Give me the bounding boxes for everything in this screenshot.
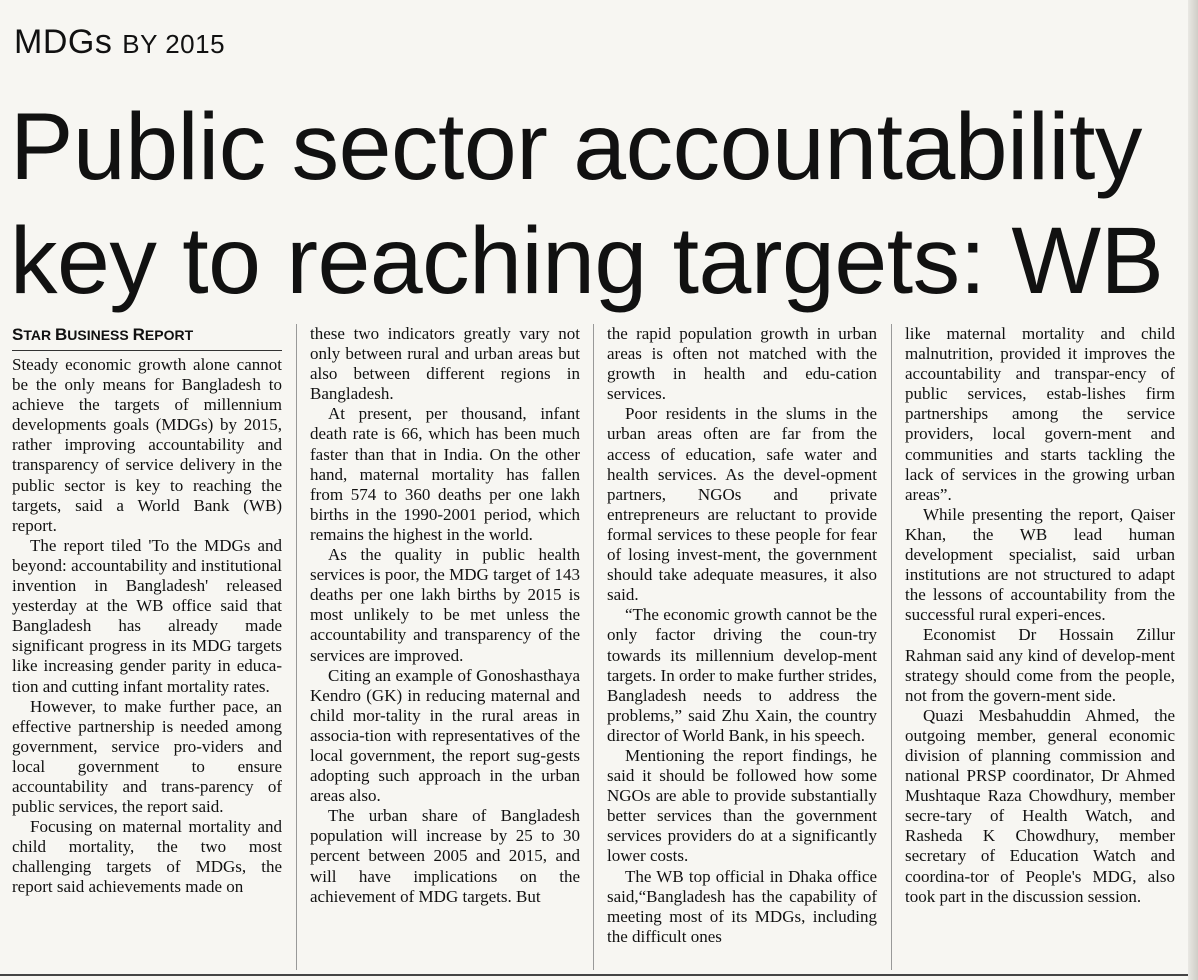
paragraph: Citing an example of Gonoshasthaya Kendro (GK) in reducing maternal and child mor-tality in the rural areas in associa-tion with representatives of the local government, the report sug-gests adopting such approach in the urban areas also. bbox=[310, 665, 580, 806]
paragraph: the rapid population growth in urban areas is often not matched with the growth in health and edu-cation services. bbox=[607, 324, 877, 404]
page-edge-shadow bbox=[1188, 0, 1198, 980]
headline: Public sector accountability key to reaching targets: WB bbox=[10, 94, 1164, 314]
paragraph: “The economic growth cannot be the only factor driving the coun-try towards its millennium develop-ment targets. In order to make further strides, Bangladesh needs to address the problems,” said Zhu Xain, the country director of World Bank, in his speech. bbox=[607, 605, 877, 745]
paragraph: Poor residents in the slums in the urban areas often are far from the access of education, safe water and health services. As the devel-opment partners, NGOs and private entrepreneurs are reluctant to provide formal services to these people for fear of losing invest-ment, the government should take adequate measures, it also said. bbox=[607, 404, 877, 605]
paragraph: The urban share of Bangladesh population will increase by 25 to 30 percent between 2005 and 2015, and will have implications on the achievement of MDG targets. But bbox=[310, 806, 580, 906]
kicker-main: MDGs bbox=[14, 23, 113, 61]
column-divider bbox=[593, 324, 594, 970]
column-2 bbox=[310, 324, 580, 970]
kicker-rest: BY 2015 bbox=[122, 29, 226, 59]
paragraph: Mentioning the report findings, he said it should be followed how some NGOs are able to provide substantially better services than the government services providers do at a significantly lower costs. bbox=[607, 745, 877, 866]
paragraph: The report tiled 'To the MDGs and beyond: accountability and institutional invention in Bangladesh' released yesterday at the WB office said that Bangladesh has already made significant progress in its MDG targets like increasing gender parity in educa-tion and cutting infant mortality rates. bbox=[12, 535, 282, 696]
column-1 bbox=[12, 324, 282, 970]
paragraph: As the quality in public health services is poor, the MDG target of 143 deaths per one lakh births by 2015 is most unlikely to be met unless the accountability and transparency of the services are improved. bbox=[310, 545, 580, 665]
paragraph: Steady economic growth alone cannot be the only means for Bangladesh to achieve the targets of millennium developments goals (MDGs) by 2015, rather improving accountability and transparency of service delivery in the public sector is key to reaching the targets, said a World Bank (WB) report. bbox=[12, 355, 282, 535]
byline: STAR BUSINESS REPORT bbox=[12, 324, 282, 351]
paragraph: At present, per thousand, infant death rate is 66, which has been much faster than that in India. On the other hand, maternal mortality has fallen from 574 to 360 deaths per one lakh births in the 1990-2001 period, which remains the highest in the world. bbox=[310, 404, 580, 544]
paragraph: Economist Dr Hossain Zillur Rahman said any kind of develop-ment strategy should come from the people, not from the govern-ment side. bbox=[905, 625, 1175, 705]
paragraph: While presenting the report, Qaiser Khan, the WB lead human development specialist, said urban institutions are not structured to adapt the lessons of accountability from the successful rural experi-ences. bbox=[905, 504, 1175, 625]
column-divider bbox=[891, 324, 892, 970]
paragraph: Quazi Mesbahuddin Ahmed, the outgoing member, general economic division of planning commission and national PRSP coordinator, Dr Ahmed Mushtaque Raza Chowdhury, member secre-tary of Health Watch, and Rasheda K Chowdhury, member secretary of Education Watch and coordina-tor of People's MDG, also took part in the discussion session. bbox=[905, 705, 1175, 906]
column-divider bbox=[296, 324, 297, 970]
bottom-rule bbox=[0, 974, 1198, 976]
paragraph: like maternal mortality and child malnutrition, provided it improves the accountability and transpar-ency of public services, estab-lishes firm partnerships among the service providers, local govern-ment and communities and starts tackling the lack of services in the growing urban areas”. bbox=[905, 324, 1175, 504]
paragraph: Focusing on maternal mortality and child mortality, the two most challenging targets of MDGs, the report said achievements made on bbox=[12, 817, 282, 897]
paragraph: The WB top official in Dhaka office said,“Bangladesh has the capability of meeting most of its MDGs, including the difficult ones bbox=[607, 866, 877, 946]
article-body bbox=[12, 324, 1184, 974]
column-3 bbox=[607, 324, 877, 970]
paragraph: However, to make further pace, an effective partnership is needed among government, service pro-viders and local government to ensure accountability and trans-parency of public services, the report said. bbox=[12, 696, 282, 817]
paragraph: these two indicators greatly vary not only between rural and urban areas but also between different regions in Bangladesh. bbox=[310, 324, 580, 404]
column-4 bbox=[905, 324, 1175, 970]
kicker-label bbox=[14, 22, 225, 64]
